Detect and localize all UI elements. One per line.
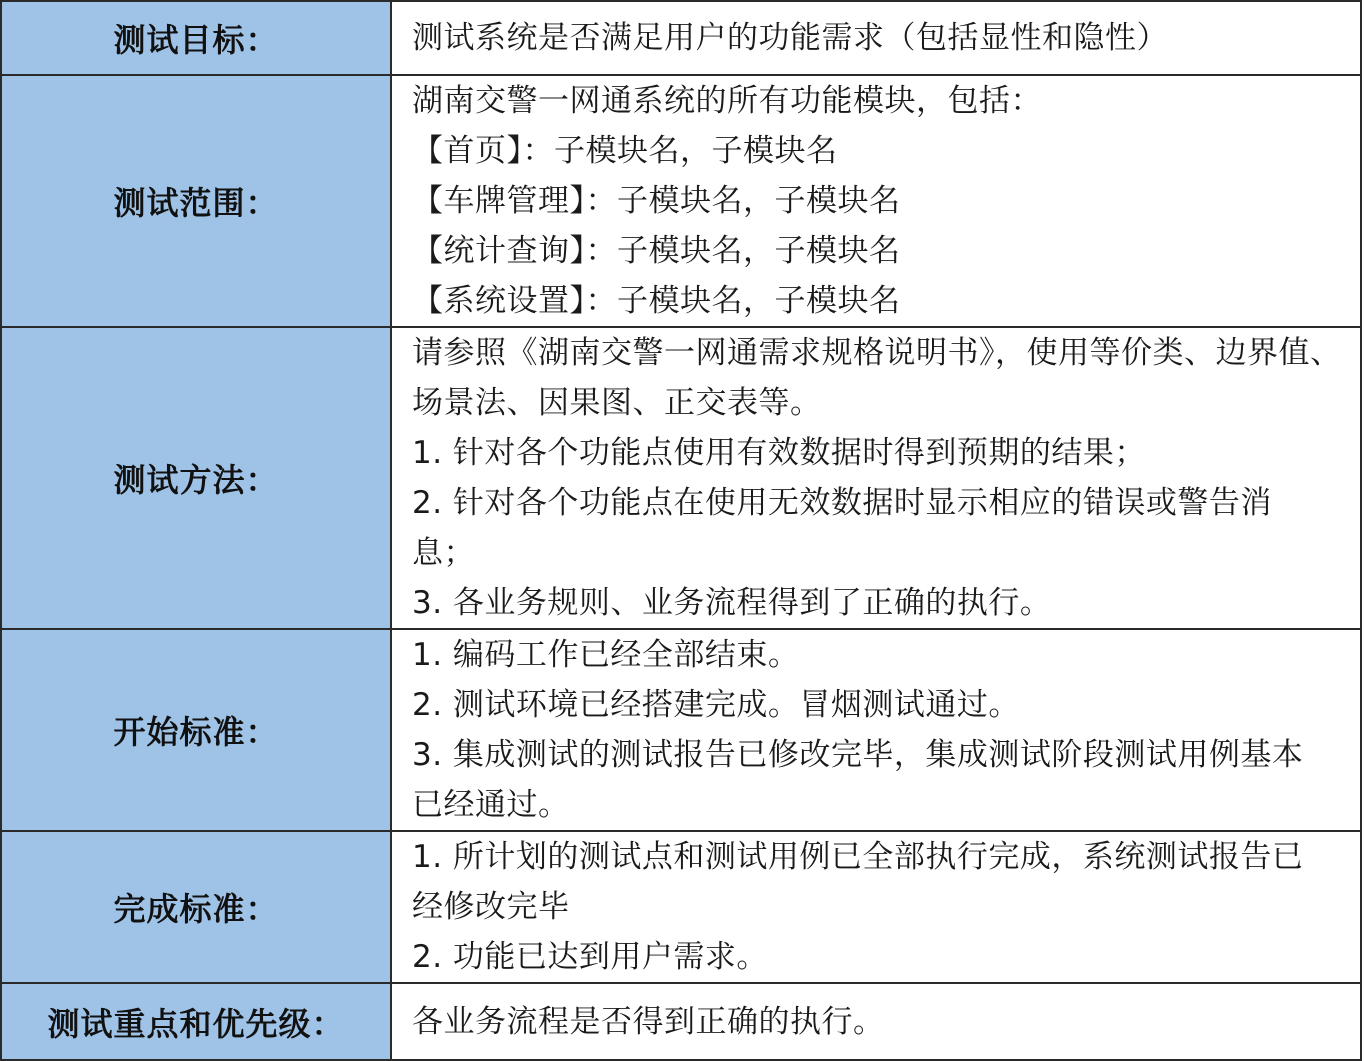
start-line: 1. 编码工作已经全部结束。 (412, 637, 800, 673)
finish-line: 经修改完毕 (412, 889, 570, 925)
label-start-criteria: 开始标准： (1, 629, 391, 831)
row-test-priority (1, 983, 1361, 1060)
row-test-goal (1, 1, 1361, 75)
label-finish-criteria: 完成标准： (1, 831, 391, 983)
scope-line-system-settings: 【系统设置】：子模块名，子模块名 (412, 283, 901, 319)
content-test-goal (391, 1, 1361, 75)
method-line: 1. 针对各个功能点使用有效数据时得到预期的结果； (412, 435, 1146, 471)
goal-text: 测试系统是否满足用户的功能需求（包括显性和隐性） (412, 20, 1168, 56)
method-line: 场景法、因果图、正交表等。 (412, 385, 822, 421)
label-test-method: 测试方法： (1, 327, 391, 629)
scope-line-plate-management: 【车牌管理】：子模块名，子模块名 (412, 183, 901, 219)
content-test-scope (391, 75, 1361, 327)
method-line: 3. 各业务规则、业务流程得到了正确的执行。 (412, 585, 1052, 621)
label-test-scope: 测试范围： (1, 75, 391, 327)
start-line: 3. 集成测试的测试报告已修改完毕，集成测试阶段测试用例基本 (412, 737, 1304, 773)
row-finish-criteria (1, 831, 1361, 983)
label-test-goal: 测试目标： (1, 1, 391, 75)
priority-text: 各业务流程是否得到正确的执行。 (412, 1003, 885, 1040)
method-line: 2. 针对各个功能点在使用无效数据时显示相应的错误或警告消 (412, 485, 1272, 521)
start-line: 已经通过。 (412, 787, 570, 823)
scope-line-home: 【首页】：子模块名，子模块名 (412, 133, 838, 169)
row-test-method (1, 327, 1361, 629)
content-test-method (391, 327, 1361, 629)
scope-line: 湖南交警一网通系统的所有功能模块，包括： (412, 83, 1042, 119)
row-start-criteria (1, 629, 1361, 831)
row-test-scope (1, 75, 1361, 327)
method-line: 请参照《湖南交警一网通需求规格说明书》，使用等价类、边界值、 (412, 335, 1342, 371)
content-test-priority (391, 983, 1361, 1060)
finish-line: 2. 功能已达到用户需求。 (412, 939, 768, 975)
start-line: 2. 测试环境已经搭建完成。冒烟测试通过。 (412, 687, 1020, 723)
finish-line: 1. 所计划的测试点和测试用例已全部执行完成，系统测试报告已 (412, 839, 1304, 875)
scope-line-statistics-query: 【统计查询】：子模块名，子模块名 (412, 233, 901, 269)
method-line: 息； (412, 535, 475, 571)
label-test-priority: 测试重点和优先级： (1, 983, 391, 1060)
content-start-criteria (391, 629, 1361, 831)
content-finish-criteria (391, 831, 1361, 983)
